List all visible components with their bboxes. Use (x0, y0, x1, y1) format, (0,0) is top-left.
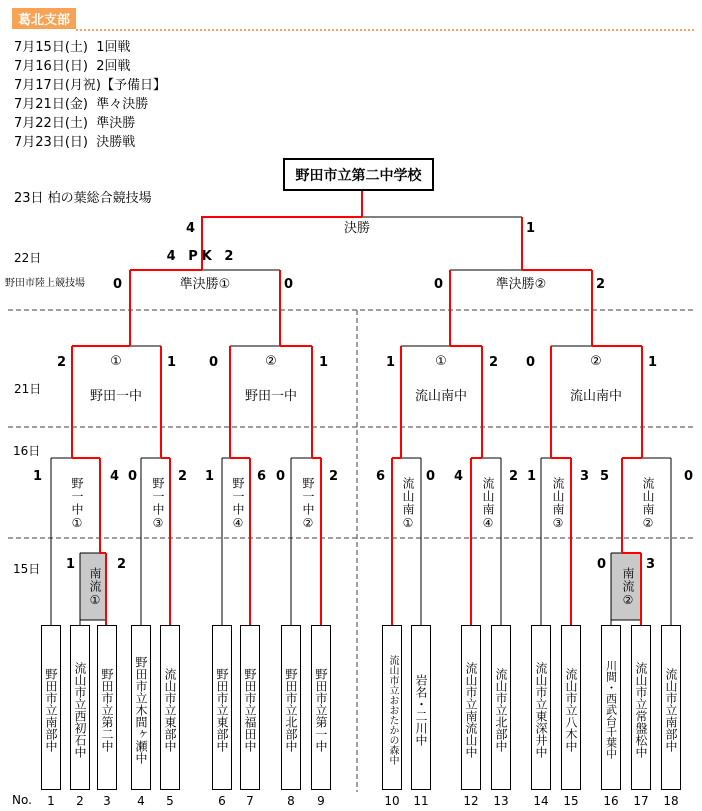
team-box (41, 625, 61, 790)
round2-match8-left-score: 5 (600, 469, 610, 484)
team-name: 野田市立北部中 (284, 667, 298, 752)
team-name: 流山市立おおたかの森中 (387, 654, 398, 765)
team-box (661, 625, 681, 790)
round2-match5-left-score: 6 (376, 469, 386, 484)
team-box (531, 625, 551, 790)
schedule-line: 7月16日(日) 2回戦 (14, 59, 131, 74)
team-number: 4 (137, 794, 145, 808)
quarterfinal4-number: ② (590, 354, 602, 369)
team-name: 流山市立東部中 (163, 667, 177, 752)
team-box (281, 625, 301, 790)
round1-match2-label: 南流② (621, 566, 635, 608)
team-number: 5 (166, 794, 174, 808)
round2-match6-right-score: 2 (509, 469, 519, 484)
team-box (631, 625, 651, 790)
team-number: 7 (246, 794, 254, 808)
round2-match8-label: 流山南② (641, 477, 655, 531)
round2-match4-label: 野一中② (301, 477, 315, 531)
team-name: 野田市立第二中 (100, 667, 114, 752)
team-name: 流山市立常盤松中 (634, 661, 648, 758)
round2-match2-right-score: 2 (178, 469, 188, 484)
team-number: 14 (533, 794, 549, 808)
final-pk-score: 4 PK 2 (166, 249, 238, 264)
team-number: 15 (563, 794, 579, 808)
team-number: 1 (47, 794, 55, 808)
round1-match1-label: 南流① (88, 566, 102, 608)
schedule-line: 7月17日(月祝)【予備日】 (14, 78, 166, 93)
semifinal1-right-score: 0 (284, 277, 294, 292)
team-name: 流山市立南流山中 (464, 661, 478, 758)
black-lines (51, 217, 671, 625)
quarterfinal1-left-score: 2 (57, 355, 67, 370)
round2-match3-left-score: 1 (205, 469, 215, 484)
team-number: 16 (603, 794, 619, 808)
round1-box-fills (80, 553, 641, 620)
team-number: 6 (218, 794, 226, 808)
semifinal-venue-label: 野田市陸上競技場 (5, 278, 85, 289)
final-label: 決勝 (344, 221, 371, 236)
quarterfinal2-right-score: 1 (319, 355, 329, 370)
semifinal2-right-score: 2 (596, 277, 606, 292)
team-number: 10 (384, 794, 400, 808)
schedule-line: 7月21日(金) 準々決勝 (14, 97, 149, 112)
team-box (240, 625, 260, 790)
team-box (97, 625, 117, 790)
final-left-score: 4 (186, 221, 196, 236)
round1-match2-left-score: 0 (597, 557, 607, 572)
schedule-block (14, 38, 166, 152)
team-number: 9 (317, 794, 325, 808)
round2-match8-right-score: 0 (684, 469, 694, 484)
quarterfinal4-left-score: 0 (526, 355, 536, 370)
round1-match2-right-score: 3 (646, 557, 656, 572)
team-box (561, 625, 581, 790)
team-name: 野田市立木間ヶ瀬中 (134, 655, 148, 764)
no-column-label: No. (12, 793, 32, 807)
team-name: 野田市立東部中 (215, 667, 229, 752)
team-number: 8 (287, 794, 295, 808)
branch-header-tab: 葛北支部 (12, 8, 76, 29)
team-name: 流山市立西初石中 (73, 661, 87, 758)
round2-match2-label: 野一中③ (151, 477, 165, 531)
quarterfinal1-right-score: 1 (167, 355, 177, 370)
quarterfinal3-venue: 流山南中 (414, 389, 467, 404)
header-dotted-rule (76, 29, 694, 31)
quarterfinal1-venue: 野田一中 (89, 389, 142, 404)
team-name: 流山市立南部中 (664, 667, 678, 752)
round2-match5-label: 流山南① (401, 477, 415, 531)
round2-match3-right-score: 6 (257, 469, 267, 484)
round2-match3-label: 野一中④ (231, 477, 245, 531)
round2-match4-right-score: 2 (329, 469, 339, 484)
round2-match1-right-score: 4 (110, 469, 120, 484)
semifinal2-label: 準決勝② (495, 277, 547, 292)
quarterfinal2-left-score: 0 (209, 355, 219, 370)
semifinal2-left-score: 0 (434, 277, 444, 292)
team-number: 18 (663, 794, 679, 808)
round2-match1-left-score: 1 (33, 469, 43, 484)
quarterfinal2-number: ② (265, 354, 277, 369)
team-name: 流山市立北部中 (494, 667, 508, 752)
team-name: 流山市立八木中 (564, 667, 578, 752)
round2-match4-left-score: 0 (276, 469, 286, 484)
semifinal1-left-score: 0 (113, 277, 123, 292)
final-day-venue-label: 23日 柏の葉総合競技場 (14, 191, 152, 206)
round2-match6-left-score: 4 (454, 469, 464, 484)
quarterfinal3-left-score: 1 (386, 355, 396, 370)
final-right-score: 1 (526, 221, 536, 236)
round1-match1-right-score: 2 (117, 557, 127, 572)
day-label-21: 21日 (14, 382, 42, 396)
team-box (311, 625, 331, 790)
team-name: 川間・西武台千葉中 (604, 660, 618, 759)
team-number: 11 (413, 794, 429, 808)
team-box (70, 625, 90, 790)
quarterfinal4-right-score: 1 (648, 355, 658, 370)
quarterfinal3-number: ① (435, 354, 447, 369)
team-box (461, 625, 481, 790)
round2-match7-label: 流山南③ (551, 477, 565, 531)
team-box (601, 625, 621, 790)
schedule-line: 7月23日(日) 決勝戦 (14, 135, 136, 150)
round2-match7-right-score: 3 (580, 469, 590, 484)
schedule-line: 7月22日(土) 準決勝 (14, 116, 136, 131)
schedule-line: 7月15日(土) 1回戦 (14, 40, 131, 55)
round2-match1-label: 野一中① (70, 477, 84, 531)
team-number: 12 (463, 794, 479, 808)
team-box (160, 625, 180, 790)
semifinal1-label: 準決勝① (179, 277, 231, 292)
team-box (131, 625, 151, 790)
round2-match2-left-score: 0 (128, 469, 138, 484)
team-number: 3 (103, 794, 111, 808)
team-name: 野田市立福田中 (243, 667, 257, 752)
day-label-22: 22日 (14, 251, 42, 265)
team-number: 13 (493, 794, 509, 808)
team-number: 17 (633, 794, 649, 808)
round2-match6-label: 流山南④ (481, 477, 495, 531)
quarterfinal3-right-score: 2 (489, 355, 499, 370)
team-name: 流山市立東深井中 (534, 661, 548, 758)
team-name: 野田市立南部中 (44, 667, 58, 752)
team-name: 岩名・二川中 (414, 673, 428, 746)
team-name: 野田市立第一中 (314, 667, 328, 752)
round2-match5-right-score: 0 (426, 469, 436, 484)
quarterfinal4-venue: 流山南中 (569, 389, 622, 404)
team-box (212, 625, 232, 790)
team-box (411, 625, 431, 790)
quarterfinal1-number: ① (110, 354, 122, 369)
day-label-16: 16日 (13, 444, 41, 458)
round1-match1-left-score: 1 (66, 557, 76, 572)
team-number: 2 (76, 794, 84, 808)
quarterfinal2-venue: 野田一中 (244, 389, 297, 404)
team-box (491, 625, 511, 790)
day-label-15: 15日 (13, 562, 41, 576)
champion-box: 野田市立第二中学校 (283, 158, 434, 191)
team-box (382, 625, 402, 790)
round2-match7-left-score: 1 (527, 469, 537, 484)
